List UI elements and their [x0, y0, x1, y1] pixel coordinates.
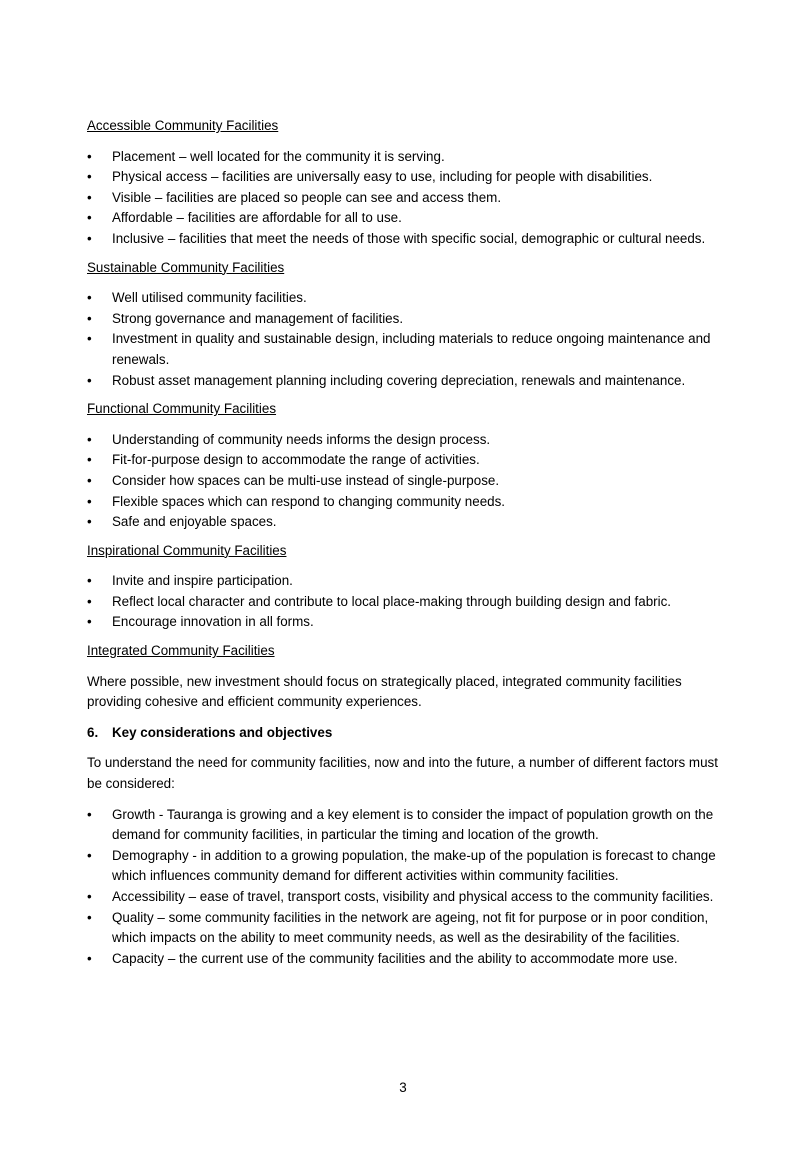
bullet-icon: •: [87, 210, 92, 226]
bullet-icon: •: [87, 290, 92, 306]
list-item: [87, 571, 723, 592]
bullet-icon: •: [87, 593, 92, 609]
bullet-list-sustainable: [87, 288, 723, 391]
list-item-text: Understanding of community needs informs the design process.: [112, 431, 491, 447]
list-item: [87, 471, 723, 492]
bullet-icon: •: [87, 230, 92, 246]
section-number: 6.: [87, 724, 99, 740]
list-item-text: Quality – some community facilities in the network are ageing, not fit for purpose or in poor condition, which impacts on the ability to meet community needs, as well as the desirability of the facilities.: [112, 909, 709, 946]
bullet-icon: •: [87, 847, 92, 863]
list-item: [87, 229, 723, 250]
page-number: 3: [399, 1080, 407, 1095]
list-item: [87, 147, 723, 168]
list-item: [87, 846, 723, 887]
list-item: [87, 887, 723, 908]
list-item-text: Reflect local character and contribute to local place-making through building design and fabric.: [112, 593, 672, 609]
bullet-icon: •: [87, 889, 92, 904]
bullet-icon: •: [87, 431, 92, 447]
bullet-list-considerations: [87, 805, 723, 970]
list-item-text: Physical access – facilities are universally easy to use, including for people with disabilities.: [112, 169, 653, 185]
list-item-text: Accessibility – ease of travel, transport costs, visibility and physical access to the community facilities.: [112, 889, 714, 904]
bullet-icon: •: [87, 950, 92, 966]
list-item-text: Placement – well located for the community it is serving.: [112, 148, 445, 164]
list-item-text: Demography - in addition to a growing population, the make-up of the population is forecast to change which influences community demand for different activities within community facilities.: [112, 847, 716, 884]
bullet-icon: •: [87, 493, 92, 509]
bullet-list-inspirational: [87, 571, 723, 633]
list-item-text: Strong governance and management of facilities.: [112, 310, 404, 326]
bullet-icon: •: [87, 514, 92, 530]
bullet-icon: •: [87, 169, 92, 185]
bullet-list-functional: [87, 430, 723, 533]
bullet-list-accessible: [87, 147, 723, 250]
section-heading-integrated: Integrated Community Facilities: [87, 643, 275, 659]
list-item: [87, 430, 723, 451]
list-item: [87, 492, 723, 513]
list-item: [87, 167, 723, 188]
bullet-icon: •: [87, 310, 92, 326]
list-item: [87, 805, 723, 846]
list-item: [87, 592, 723, 613]
list-item-text: Affordable – facilities are affordable for all to use.: [112, 210, 402, 226]
list-item-text: Encourage innovation in all forms.: [112, 614, 314, 630]
integrated-paragraph: Where possible, new investment should focus on strategically placed, integrated community facilities providing cohesive and efficient community experiences.: [87, 673, 682, 710]
list-item: [87, 329, 723, 370]
list-item-text: Robust asset management planning including covering depreciation, renewals and maintenance.: [112, 372, 686, 388]
section-title: Key considerations and objectives: [112, 724, 333, 740]
bullet-icon: •: [87, 909, 92, 925]
section-6-heading: [87, 723, 723, 744]
list-item: [87, 908, 723, 949]
list-item: [87, 188, 723, 209]
list-item-text: Consider how spaces can be multi-use instead of single-purpose.: [112, 472, 500, 488]
list-item-text: Invite and inspire participation.: [112, 573, 293, 589]
bullet-icon: •: [87, 614, 92, 630]
bullet-icon: •: [87, 148, 92, 164]
list-item-text: Fit-for-purpose design to accommodate the range of activities.: [112, 452, 480, 468]
list-item: [87, 288, 723, 309]
list-item: [87, 949, 723, 970]
section-heading-accessible: Accessible Community Facilities: [87, 118, 279, 133]
list-item-text: Visible – facilities are placed so people can see and access them.: [112, 189, 502, 205]
list-item-text: Safe and enjoyable spaces.: [112, 514, 277, 530]
section-heading-functional: Functional Community Facilities: [87, 401, 277, 417]
bullet-icon: •: [87, 372, 92, 388]
bullet-icon: •: [87, 806, 92, 822]
list-item-text: Growth - Tauranga is growing and a key element is to consider the impact of population growth on the demand for community facilities, in particular the timing and location of the growth.: [112, 806, 714, 843]
list-item-text: Flexible spaces which can respond to changing community needs.: [112, 493, 506, 509]
section-heading-inspirational: Inspirational Community Facilities: [87, 542, 287, 558]
list-item-text: Inclusive – facilities that meet the needs of those with specific social, demographic or cultural needs.: [112, 230, 706, 246]
list-item: [87, 512, 723, 533]
bullet-icon: •: [87, 331, 92, 347]
bullet-icon: •: [87, 189, 92, 205]
document-page: [87, 116, 723, 977]
list-item: [87, 309, 723, 330]
list-item: [87, 208, 723, 229]
list-item-text: Well utilised community facilities.: [112, 290, 307, 306]
list-item: [87, 450, 723, 471]
section-6-intro: To understand the need for community facilities, now and into the future, a number of different factors must be considered:: [87, 755, 718, 792]
list-item: [87, 612, 723, 633]
bullet-icon: •: [87, 472, 92, 488]
bullet-icon: •: [87, 452, 92, 468]
section-heading-sustainable: Sustainable Community Facilities: [87, 259, 285, 275]
list-item-text: Investment in quality and sustainable design, including materials to reduce ongoing maintenance and renewals.: [112, 331, 711, 367]
bullet-icon: •: [87, 573, 92, 589]
list-item: [87, 371, 723, 392]
list-item-text: Capacity – the current use of the community facilities and the ability to accommodate more use.: [112, 950, 678, 966]
